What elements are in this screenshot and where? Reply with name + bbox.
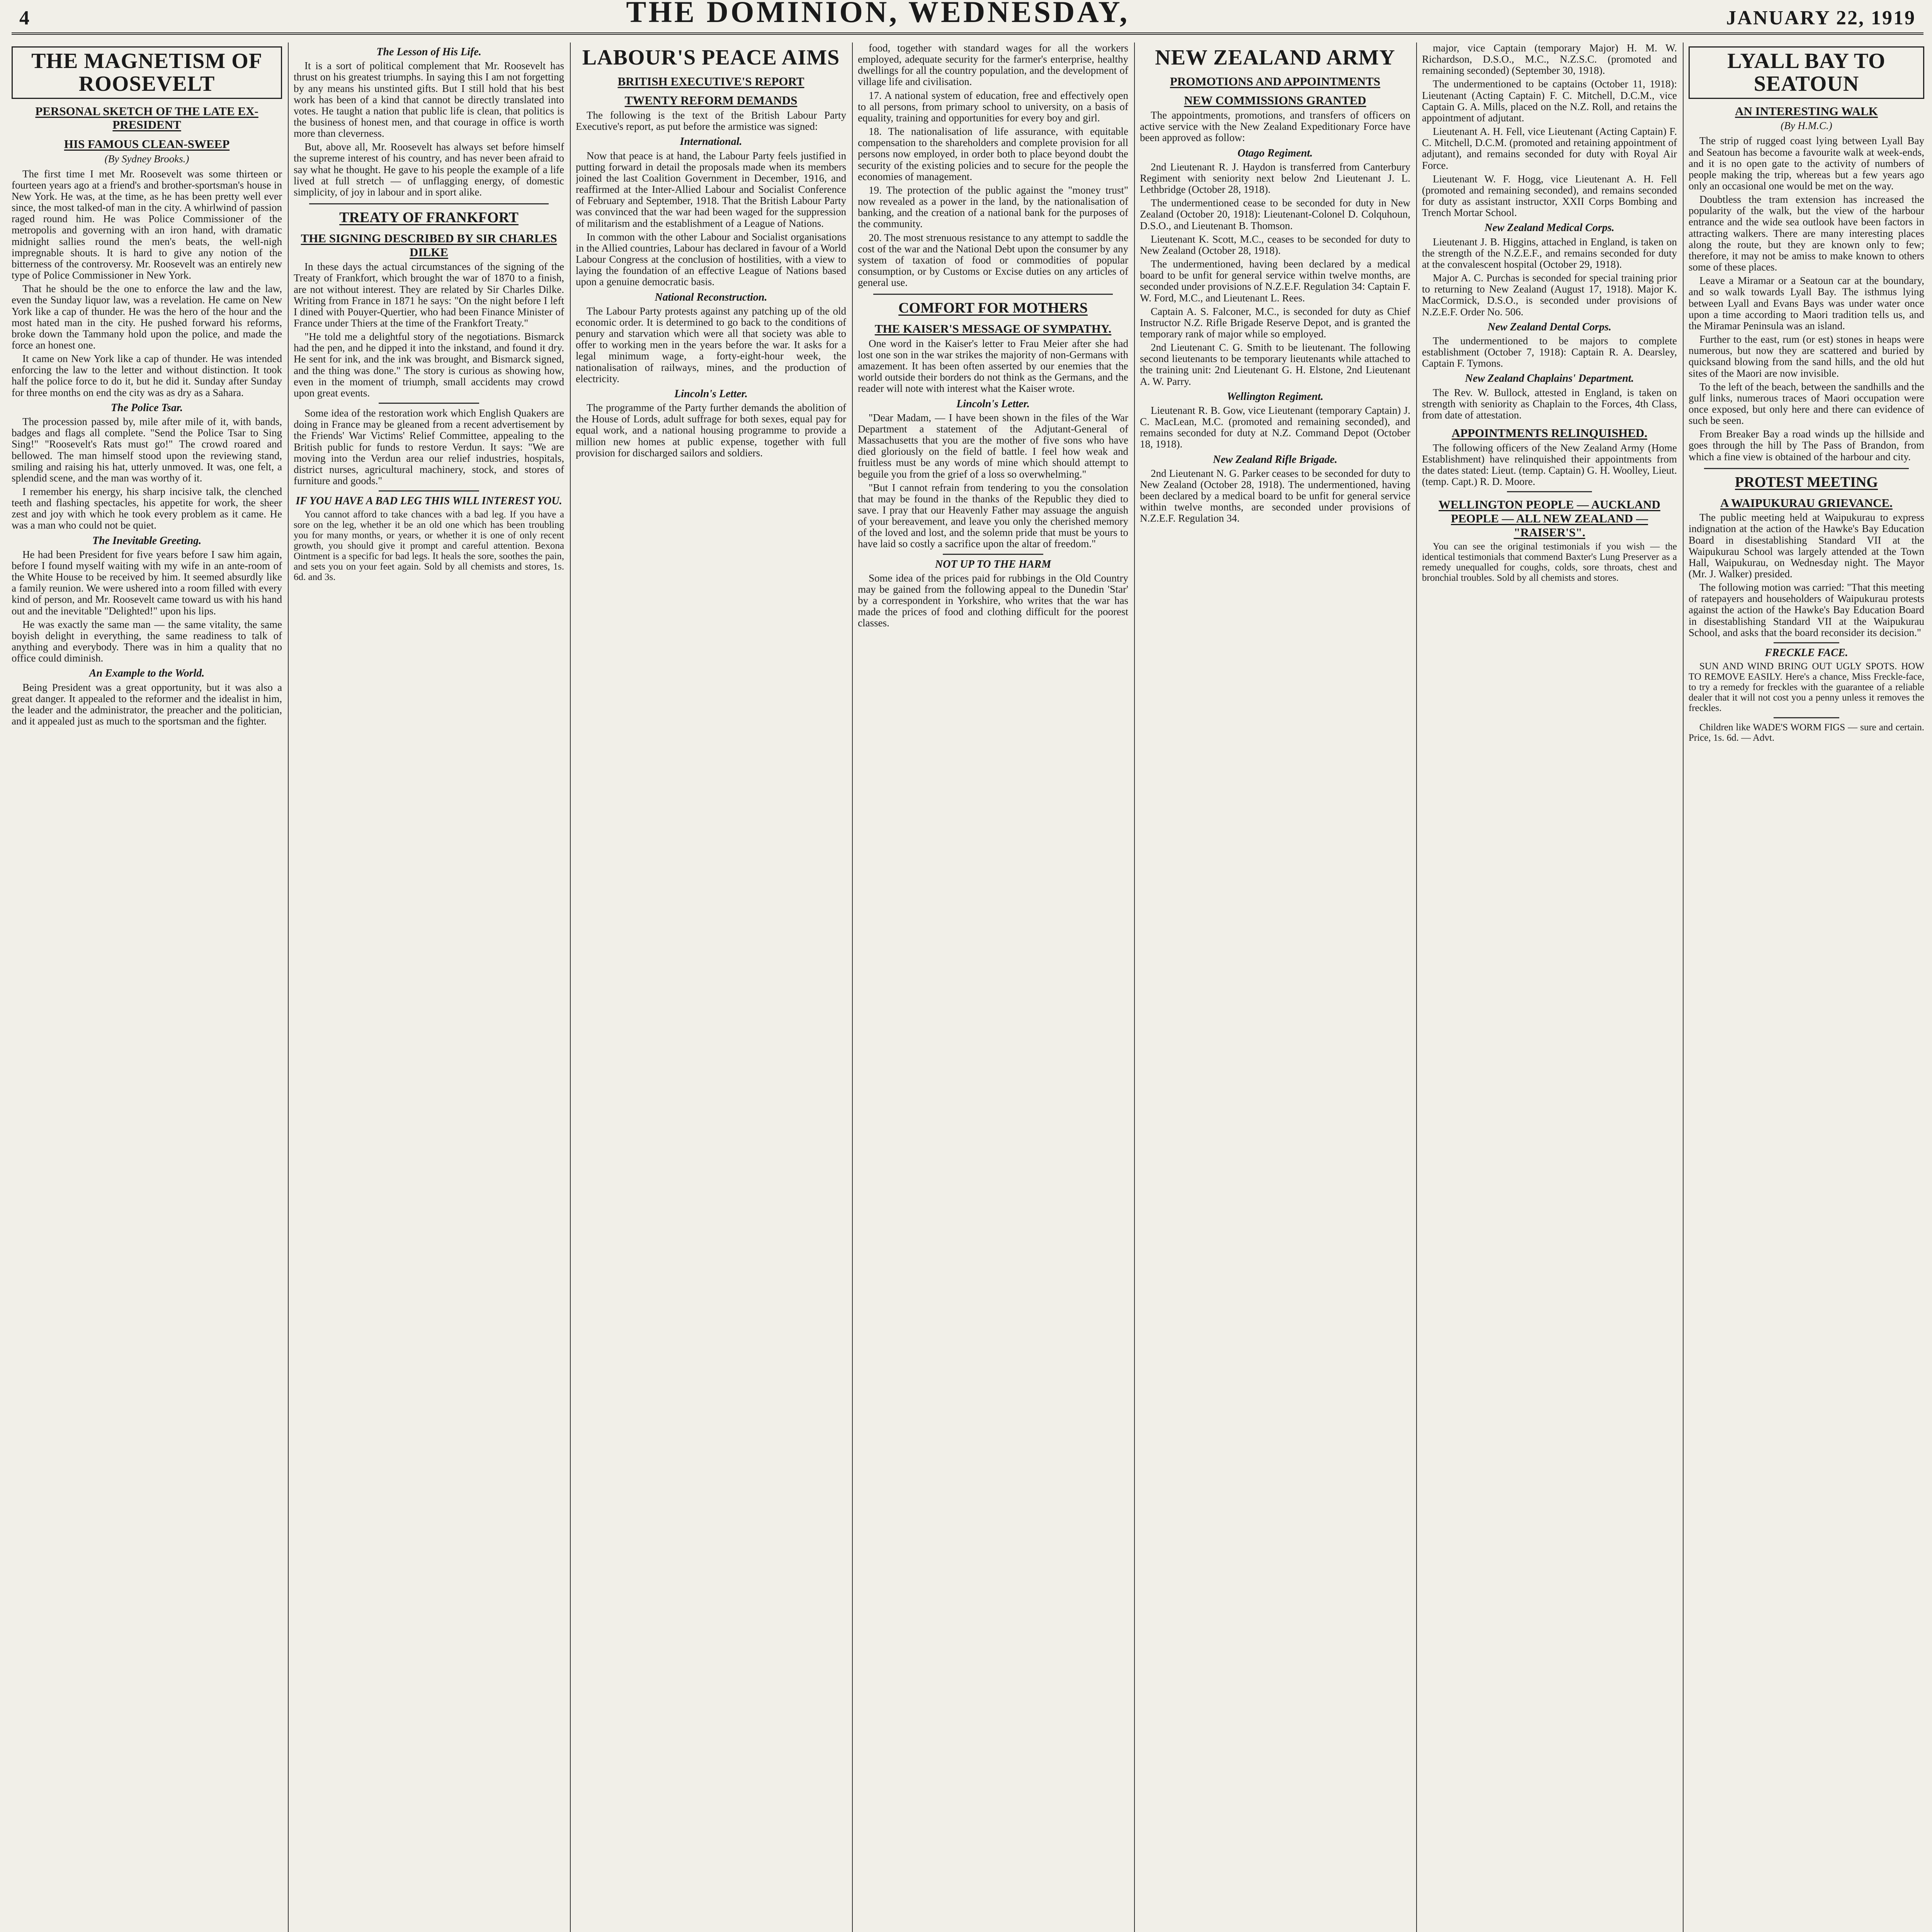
section-heading: New Zealand Rifle Brigade.: [1213, 453, 1337, 466]
column-7: [1689, 43, 1924, 1932]
article-paragraph: The undermentioned to be captains (October 11, 1918): Lieutenant (Acting Captain) F. C. Mitchell, D.C.M., vice Captain G. A. Mills, placed on the N.Z. Roll, and retains the appointment of adjutant.: [1422, 78, 1677, 124]
article-paragraph: The undermentioned to be majors to complete establishment (October 7, 1918): Captain R. A. Dearsley, Captain F. Tymons.: [1422, 335, 1677, 369]
article-paragraph: Doubtless the tram extension has increased the popularity of the walk, but the view of the harbour entrance and the wide sea outlook have been factors in attracting walkers. There are many interesting places along the route, but they are known only to few; therefore, it may not be amiss to make known to others some of these places.: [1689, 194, 1924, 273]
article-paragraph: In these days the actual circumstances of the signing of the Treaty of Frankfort, which brought the war of 1870 to a finish, are not without interest. They are related by Sir Charles Dilke. Writing from France in 1871 he says: "On the night before I left I dined with Pouyer-Quertier, who had been Finance Minister of France under Thiers at the time of the Frankfort Treaty.": [294, 261, 564, 329]
article-paragraph: Being President was a great opportunity, but it was also a great danger. It appealed to the reformer and the idealist in him, the leader and the administrator, the preacher and the politician, and it appealed just as much to the sportsman and the fighter.: [12, 681, 282, 727]
subhead-relinquished: APPOINTMENTS RELINQUISHED.: [1451, 426, 1648, 440]
column-5: [1140, 43, 1410, 1932]
advert-heading: FRECKLE FACE.: [1765, 646, 1848, 659]
column-1: [12, 43, 282, 1932]
article-paragraph: The following is the text of the British Labour Party Executive's report, as put before the armistice was signed:: [576, 109, 846, 133]
article-paragraph: The procession passed by, mile after mile of it, with bands, badges and flags all complete. "Send the Police Tsar to Sing Sing!" "Roosevelt's Rats must go!" The crowd roared and bellowed. The man himself stood upon the reviewing stand, smiling and raising his hat, utterly unmoved. It was, one felt, a splendid scene, and the man was worthy of it.: [12, 416, 282, 484]
article-paragraph: "He told me a delightful story of the negotiations. Bismarck had the pen, and he dipped it into the inkstand, and found it dry. He sent for ink, and the ink was brought, and Bismarck signed, and the thing was done." The story is curious as showing how, even in the moment of triumph, small accidents may crowd upon great events.: [294, 331, 564, 399]
headline-treaty: TREATY OF FRANKFORT: [339, 209, 519, 226]
article-paragraph: The undermentioned, having been declared by a medical board to be unfit for general service within twelve months, are seconded under provisions of N.Z.E.F. Regulation 34: Captain F. W. Ford, M.C., and Lieutenant L. Rees.: [1140, 258, 1410, 304]
subhead-promotions: PROMOTIONS AND APPOINTMENTS: [1170, 74, 1381, 88]
section-heading: Otago Regiment.: [1237, 147, 1313, 159]
article-paragraph: 2nd Lieutenant C. G. Smith to be lieutenant. The following second lieutenants to be temporary lieutenants while attached to the training unit: 2nd Lieutenant G. H. Elstone, 2nd Lieutenant A. W. Parry.: [1140, 342, 1410, 387]
advert-heading: IF YOU HAVE A BAD LEG THIS WILL INTEREST YOU.: [296, 495, 562, 507]
headline-army: NEW ZEALAND ARMY: [1155, 46, 1395, 70]
section-heading: The Inevitable Greeting.: [92, 534, 202, 547]
article-paragraph: Some idea of the restoration work which English Quakers are doing in France may be gleaned from a recent advertisement by the Friends' War Victims' Relief Committee, appealing to the British public for funds to restore Verdun. It says: "We are moving into the Verdun area our relief industries, hospitals, district nurses, agricultural machinery, stock, and stores of furniture and goods.": [294, 407, 564, 486]
article-paragraph: It came on New York like a cap of thunder. He was intended enforcing the law to the letter and without distinction. It took half the police force to do it, but he did it. Sunday after Sunday for three months on end the city was as dry as a Sahara.: [12, 353, 282, 398]
column-3: [576, 43, 846, 1932]
section-heading: International.: [680, 136, 742, 148]
divider: [1774, 717, 1839, 718]
headline-protest: PROTEST MEETING: [1735, 474, 1878, 490]
article-paragraph: Some idea of the prices paid for rubbings in the Old Country may be gained from the following appeal to the Dunedin 'Star' by a correspondent in Yorkshire, who writes that the war has made the prices of food and clothing difficult for the poorest classes.: [858, 572, 1128, 629]
divider: [943, 554, 1043, 555]
article-paragraph: major, vice Captain (temporary Major) H. M. W. Richardson, D.S.O., M.C., N.Z.S.C. (promoted and remaining seconded) (September 30, 1918).: [1422, 43, 1677, 77]
headline-roosevelt: THE MAGNETISM OF ROOSEVELT: [12, 46, 282, 99]
subhead-walk: AN INTERESTING WALK: [1735, 104, 1878, 118]
article-paragraph: The undermentioned cease to be seconded for duty in New Zealand (October 20, 1918): Lieutenant-Colonel D. Colquhoun, D.S.O., and Lieutenant B. Thomson.: [1140, 197, 1410, 231]
article-paragraph: 2nd Lieutenant N. G. Parker ceases to be seconded for duty to New Zealand (October 28, 1918). The undermentioned, having been declared by a medical board to be unfit for general service within twelve months, are seconded under provisions of N.Z.E.F. Regulation 34.: [1140, 467, 1410, 524]
section-heading: The Police Tsar.: [111, 401, 183, 414]
headline-labour: LABOUR'S PEACE AIMS: [582, 46, 840, 70]
subhead-kaiser: THE KAISER'S MESSAGE OF SYMPATHY.: [874, 322, 1112, 336]
page-number: 4: [19, 7, 29, 29]
column-rule: [1683, 43, 1684, 1932]
article-paragraph: From Breaker Bay a road winds up the hillside and goes through the hill by The Pass of Brandon, from which a fine view is obtained of the harbour and city.: [1689, 428, 1924, 463]
headline-comfort: COMFORT FOR MOTHERS: [898, 300, 1088, 316]
section-heading: Wellington Regiment.: [1227, 390, 1323, 403]
article-paragraph: The Rev. W. Bullock, attested in England, is taken on strength with seniority as Chaplain to the Forces, 4th Class, from date of attestation.: [1422, 386, 1677, 421]
article-paragraph: 2nd Lieutenant R. J. Haydon is transferred from Canterbury Regiment with seniority next below 2nd Lieutenant J. L. Lethbridge (October 28, 1918).: [1140, 161, 1410, 196]
column-rule: [1416, 43, 1417, 1932]
subhead-executive: BRITISH EXECUTIVE'S REPORT: [617, 74, 804, 88]
article-paragraph: food, together with standard wages for all the workers employed, adequate security for the farmer's enterprise, healthy dwellings for all the country population, and the development of village life and civilisation.: [858, 43, 1128, 88]
article-paragraph: The public meeting held at Waipukurau to express indignation at the action of the Hawke's Bay Education Board in disestablishing Standard VII at the Waipukurau School was largely attended at the Town Hall, Waipukurau, on Wednesday night. The Mayor (Mr. J. Walker) presided.: [1689, 512, 1924, 580]
section-heading: The Lesson of His Life.: [376, 46, 481, 58]
article-paragraph: Captain A. S. Falconer, M.C., is seconded for duty as Chief Instructor N.Z. Rifle Brigade Reserve Depot, and is granted the temporary rank of major while so employed.: [1140, 305, 1410, 340]
column-rule: [1134, 43, 1135, 1932]
byline: (By H.M.C.): [1781, 120, 1832, 132]
article-paragraph: The programme of the Party further demands the abolition of the House of Lords, adult suffrage for both sexes, equal pay for equal work, and a national housing programme to provide a million new homes at public expense, together with full provision for discharged sailors and soldiers.: [576, 402, 846, 459]
article-paragraph: I remember his energy, his sharp incisive talk, the clenched teeth and flashing spectacles, his appetite for work, the sheer zest and joy with which he took every problem as it came. He was a man who could not be quiet.: [12, 485, 282, 531]
section-heading: New Zealand Chaplains' Department.: [1465, 372, 1634, 385]
advert-text: SUN AND WIND BRING OUT UGLY SPOTS. HOW TO REMOVE EASILY. Here's a chance, Miss Freckle-face, to try a remedy for freckles with the guarantee of a reliable dealer that it will not cost you a penny unless it removes the freckles.: [1689, 661, 1924, 714]
column-rule: [288, 43, 289, 1932]
divider: [1774, 642, 1839, 643]
article-paragraph: "But I cannot refrain from tendering to you the consolation that may be found in the thanks of the Republic they died to save. I pray that our Heavenly Father may assuage the anguish of your bereavement, and leave you only the cherished memory of the loved and lost, and the solemn pride that must be yours to have laid so costly a sacrifice upon the altar of freedom.": [858, 481, 1128, 550]
article-paragraph: Lieutenant J. B. Higgins, attached in England, is taken on the strength of the N.Z.E.F., and remains seconded for duty at the convalescent hospital (October 29, 1918).: [1422, 236, 1677, 270]
article-paragraph: The strip of rugged coast lying between Lyall Bay and Seatoun has become a favourite walk at week-ends, and it is no open gate to the activity of numbers of people making the trip, whereas but a few years ago only an occasional one would be met on the way.: [1689, 135, 1924, 192]
section-heading: NOT UP TO THE HARM: [935, 558, 1051, 570]
section-heading: Lincoln's Letter.: [956, 398, 1030, 410]
article-paragraph: To the left of the beach, between the sandhills and the gulf links, numerous traces of Maori occupation were once exposed, but only here and there can evidence of such be seen.: [1689, 381, 1924, 427]
article-paragraph: In common with the other Labour and Socialist organisations in the Allied countries, Labour has declared in favour of a World Labour Congress at the conclusion of hostilities, with a view to laying the foundation of an effective League of Nations based upon a genuine democratic basis.: [576, 231, 846, 288]
subhead-clean-sweep: HIS FAMOUS CLEAN-SWEEP: [64, 137, 230, 151]
column-2: [294, 43, 564, 1932]
divider: [379, 403, 479, 404]
article-paragraph: He was exactly the same man — the same vitality, the same boyish delight in everything, the same readiness to talk of anything and everybody. There was in him a quality that no office could diminish.: [12, 618, 282, 664]
article-paragraph: Lieutenant R. B. Gow, vice Lieutenant (temporary Captain) J. C. MacLean, M.C. (promoted and remaining seconded), and remains seconded for duty at N.Z. Command Depot (October 18, 1918).: [1140, 404, 1410, 450]
headline-lyall-bay: LYALL BAY TO SEATOUN: [1689, 46, 1924, 99]
article-paragraph: The Labour Party protests against any patching up of the old economic order. It is determined to go back to the conditions of penury and starvation which were all that society was able to offer to working men in the years before the war. It asks for a legal minimum wage, a forty-eight-hour week, the nationalisation of railways, mines, and the production of electricity.: [576, 305, 846, 384]
article-paragraph: The following motion was carried: "That this meeting of ratepayers and householders of Waipukurau protests against the action of the Hawke's Bay Education Board in disestablishing Standard VII at the Waipukurau School, and asks that the board reconsider its decision.": [1689, 582, 1924, 638]
article-paragraph: 18. The nationalisation of life assurance, with equitable compensation to the shareholders and complete provision for all persons now employed, in order both to place beyond doubt the security of the existing policies and to secure for the people the economies of management.: [858, 126, 1128, 182]
subhead-demands: TWENTY REFORM DEMANDS: [624, 94, 798, 107]
column-6: [1422, 43, 1677, 1932]
subhead-grievance: A WAIPUKURAU GRIEVANCE.: [1720, 496, 1893, 510]
article-paragraph: That he should be the one to enforce the law and the law, even the Sunday liquor law, was a revelation. He came on New York like a cap of thunder. He was the hero of the hour and the most hated man in the city. He pushed forward his reforms, broke down the Tammany hold upon the police, and made the force an honest one.: [12, 283, 282, 351]
advert-heading: WELLINGTON PEOPLE — AUCKLAND PEOPLE — ALL NEW ZEALAND — "RAISER'S".: [1439, 498, 1660, 539]
article-paragraph: Major A. C. Purchas is seconded for special training prior to returning to New Zealand (August 17, 1918). Major K. MacCormick, D.S.O., is seconded under provisions of N.Z.E.F. Order No. 506.: [1422, 272, 1677, 318]
subhead-commissions: NEW COMMISSIONS GRANTED: [1184, 94, 1366, 107]
article-paragraph: 19. The protection of the public against the "money trust" now revealed as a power in the land, by the nationalisation of banking, and the creation of a national bank for the purposes of the community.: [858, 184, 1128, 230]
article-paragraph: Further to the east, rum (or est) stones in heaps were numerous, but now they are scattered and buried by quicksand blowing from the sand hills, and the old hut sites of the Maori are now invisible.: [1689, 333, 1924, 379]
article-paragraph: The appointments, promotions, and transfers of officers on active service with the New Zealand Expeditionary Force have been approved as follow:: [1140, 109, 1410, 144]
article-paragraph: One word in the Kaiser's letter to Frau Meier after she had lost one son in the war strikes the majority of non-Germans with amazement. It has been often asserted by our enemies that the world outside their borders do not think as the Germans, and the reader will note with interest what the Kaiser wrote.: [858, 337, 1128, 395]
section-heading: Lincoln's Letter.: [674, 388, 748, 400]
divider: [873, 294, 1113, 295]
subhead-treaty: THE SIGNING DESCRIBED BY SIR CHARLES DILKE: [301, 231, 557, 259]
article-paragraph: The first time I met Mr. Roosevelt was some thirteen or fourteen years ago at a friend's and brother-sportsman's house in New York. He was, at the time, as he has been pretty well ever since, the most talked-of man in the city. A whirlwind of passion raged round him. He was Police Commissioner of the metropolis and governing with an iron hand, with dramatic midnight sallies round the men's beats, the well-nigh impregnable shouts. It is hard to give any notion of the bitterness of the controversy. Mr. Roosevelt was an entirely new type of Police Commissioner in New York.: [12, 168, 282, 281]
divider: [379, 490, 479, 492]
byline: (By Sydney Brooks.): [104, 153, 189, 165]
article-paragraph: Lieutenant A. H. Fell, vice Lieutenant (Acting Captain) F. C. Mitchell, D.C.M. (promoted and retaining appointment of adjutant), and remains seconded for duty with Royal Air Force.: [1422, 126, 1677, 171]
column-4: [858, 43, 1128, 1932]
section-heading: National Reconstruction.: [655, 291, 767, 303]
article-paragraph: He had been President for five years before I saw him again, before I found myself waiting with my wife in an ante-room of the White House to be received by him. It seemed absurdly like a family reunion. We were ushered into a room filled with every kind of person, and Mr. Roosevelt came toward us with his hand out and the inevitable "Delighted!" upon his lips.: [12, 548, 282, 617]
advert-text: You cannot afford to take chances with a bad leg. If you have a sore on the leg, whether it be an old one which has been troubling you for many months, or years, or whether it is one of only recent growth, you should give it prompt and careful attention. Bexona Ointment is a specific for bad legs. It heals the sore, soothes the pain, and sets you on your feet again. Sold by all chemists and stores, 1s. 6d. and 3s.: [294, 509, 564, 583]
column-rule: [570, 43, 571, 1932]
masthead: [12, 0, 1923, 35]
section-heading: New Zealand Dental Corps.: [1487, 321, 1612, 333]
article-paragraph: Lieutenant K. Scott, M.C., ceases to be seconded for duty to New Zealand (October 28, 1918).: [1140, 233, 1410, 256]
section-heading: New Zealand Medical Corps.: [1485, 222, 1614, 234]
divider: [1507, 491, 1592, 492]
footer-advert: Children like WADE'S WORM FIGS — sure and certain. Price, 1s. 6d. — Advt.: [1689, 722, 1924, 743]
article-paragraph: It is a sort of political complement that Mr. Roosevelt has thrust on his greatest triumphs. In saying this I am not forgetting by any means his unstinted gifts. But I still hold that his best work has been of a kind that cannot be directly translated into votes. He taught a nation that public life is clean, that politics is the business of honest men, and that courage in office is worth more than cleverness.: [294, 60, 564, 139]
section-heading: An Example to the World.: [89, 667, 205, 680]
article-paragraph: But, above all, Mr. Roosevelt has always set before himself the supreme interest of his country, and has never been afraid to say what he thought. He gave to his people the example of a life lived at full stretch — of unflagging energy, of domestic simplicity, of joy in labour and in sport alike.: [294, 141, 564, 198]
article-paragraph: The following officers of the New Zealand Army (Home Establishment) have relinquished their appointments from the dates stated: Lieut. (temp. Captain) G. H. Woolley, Lieut. (temp. Capt.) R. D. Moore.: [1422, 442, 1677, 488]
issue-date: JANUARY 22, 1919: [1726, 7, 1916, 29]
paper-name: THE DOMINION, WEDNESDAY,: [626, 0, 1130, 29]
article-paragraph: Leave a Miramar or a Seatoun car at the boundary, and so walk towards Lyall Bay. The isthmus lying between Lyall and Evans Bays was under water once upon a time according to Maori tradition tells us, and the Miramar Peninsula was an island.: [1689, 275, 1924, 332]
column-rule: [852, 43, 853, 1932]
subhead-sketch: PERSONAL SKETCH OF THE LATE EX-PRESIDENT: [35, 104, 259, 132]
advert-text: You can see the original testimonials if you wish — the identical testimonials that commend Baxter's Lung Preserver as a remedy unequalled for coughs, colds, sore throats, chest and bronchial troubles. Sold by all chemists and stores.: [1422, 541, 1677, 583]
divider: [1704, 468, 1909, 469]
divider: [309, 203, 549, 204]
article-paragraph: 20. The most strenuous resistance to any attempt to saddle the cost of the war and the National Debt upon the consumer by any system of taxation of food or commodities of popular consumption, or by Customs or Excise duties on any articles of general use.: [858, 231, 1128, 289]
article-paragraph: "Dear Madam, — I have been shown in the files of the War Department a statement of the Adjutant-General of Massachusetts that you are the mother of five sons who have died gloriously on the field of battle. I feel how weak and fruitless must be any words of mine which should attempt to beguile you from the grief of a loss so overwhelming.": [858, 412, 1128, 480]
article-paragraph: Now that peace is at hand, the Labour Party feels justified in putting forward in detail the proposals made when its members joined the last Coalition Government in December, 1916, and reaffirmed at the Inter-Allied Labour and Socialist Conference of February and September, 1918. That the British Labour Party was convinced that the war had been waged for the suppression of militarism and the establishment of a League of Nations.: [576, 150, 846, 229]
article-paragraph: Lieutenant W. F. Hogg, vice Lieutenant A. H. Fell (promoted and remaining seconded), and remains seconded for duty as assistant instructor, XXII Corps Bombing and Trench Mortar School.: [1422, 173, 1677, 219]
article-paragraph: 17. A national system of education, free and effectively open to all persons, from primary school to university, on a basis of equality, training and opportunities for every boy and girl.: [858, 89, 1128, 124]
